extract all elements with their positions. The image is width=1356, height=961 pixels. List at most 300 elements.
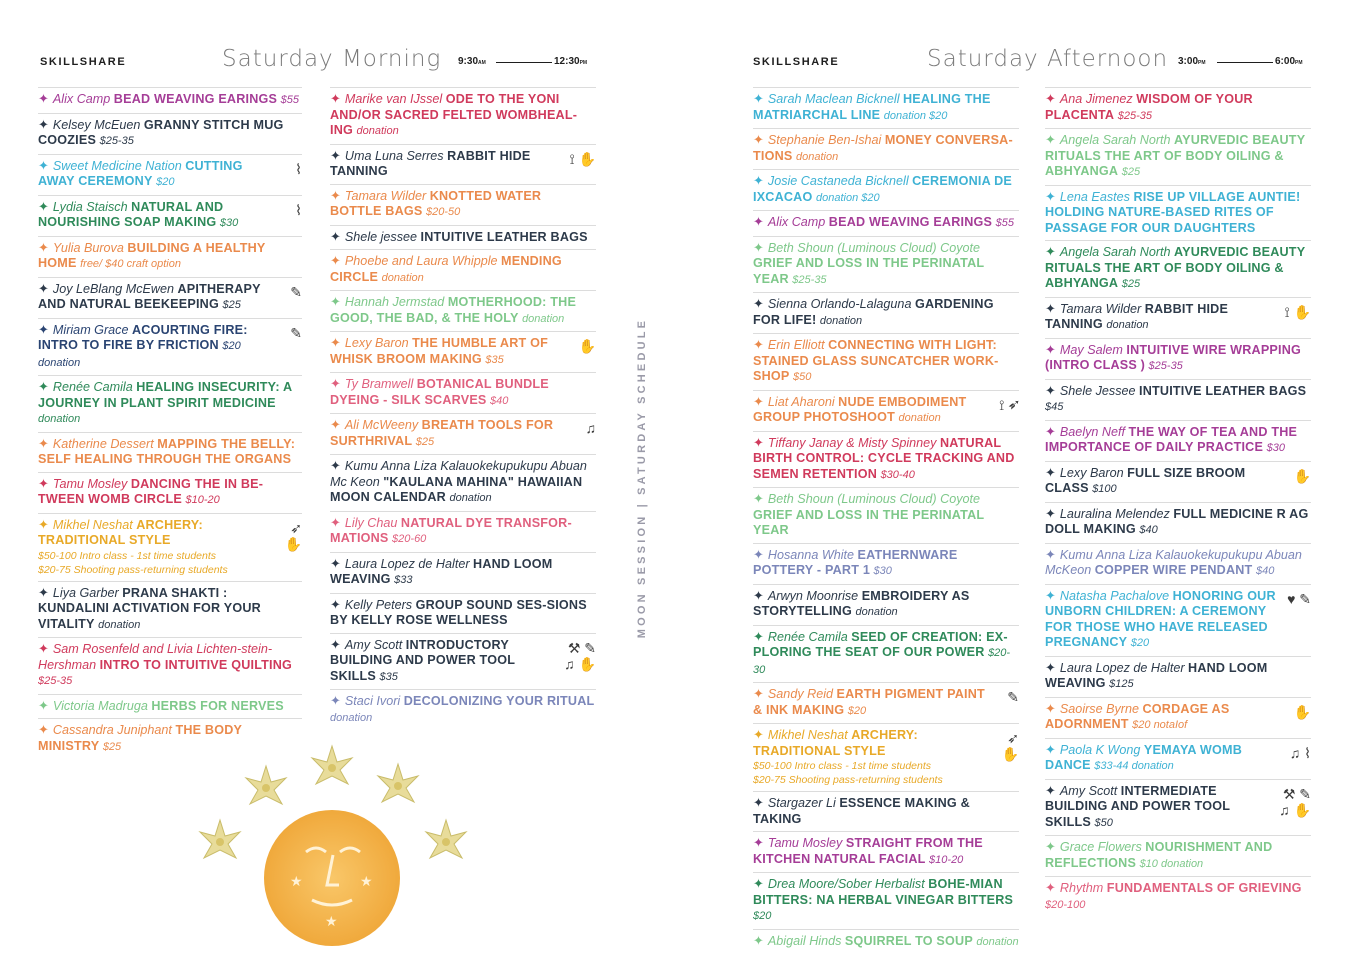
facilitator-name: Grace Flowers bbox=[1059, 840, 1142, 854]
session-text bbox=[753, 337, 1019, 386]
session-entry bbox=[753, 584, 1019, 625]
star-bullet-icon: ✦ bbox=[38, 91, 49, 106]
star-bullet-icon: ✦ bbox=[1045, 741, 1056, 757]
session-title: RABBIT HIDE TANNING bbox=[330, 148, 531, 178]
hand-icon: ✋ bbox=[578, 338, 596, 354]
star-bullet-icon: ✦ bbox=[1045, 91, 1056, 106]
session-entry bbox=[753, 333, 1019, 390]
session-price: $10 donation bbox=[1139, 857, 1204, 870]
session-price: $50 bbox=[1094, 816, 1113, 829]
session-text bbox=[1045, 342, 1311, 375]
session-entry bbox=[330, 593, 596, 633]
session-entry bbox=[38, 277, 302, 318]
star-bullet-icon: ✦ bbox=[38, 116, 49, 132]
session-title: FUNDAMENTALS OF GRIEVING bbox=[1106, 881, 1302, 895]
schedule-column-3 bbox=[753, 87, 1019, 954]
facilitator-name: Sienna Orlando-Lalaguna bbox=[767, 297, 912, 311]
session-price: $25-35 bbox=[38, 675, 73, 687]
session-entry bbox=[330, 454, 596, 511]
session-text bbox=[753, 132, 1019, 165]
session-title: MENDING CIRCLE bbox=[330, 254, 562, 284]
star-bullet-icon: ✦ bbox=[753, 727, 764, 742]
star-bullet-icon: ✦ bbox=[753, 214, 764, 229]
wave-icon: ⌇ bbox=[295, 201, 302, 218]
music-icon: ♫ ⌇ bbox=[1289, 744, 1311, 761]
session-price: $25-35 bbox=[1148, 360, 1183, 372]
star-bullet-icon: ✦ bbox=[753, 835, 764, 850]
session-price: $20 bbox=[847, 704, 867, 717]
session-title: KNOTTED WATER BOTTLE BAGS bbox=[330, 188, 542, 218]
star-bullet-icon: ✦ bbox=[753, 296, 764, 311]
star-bullet-icon: ✦ bbox=[38, 697, 49, 713]
session-price: donation bbox=[38, 413, 81, 425]
session-text bbox=[753, 91, 1019, 124]
session-title: YEMAYA WOMB DANCE bbox=[1045, 742, 1242, 772]
facilitator-name: Tiffany Janay & Misty Spinney bbox=[767, 435, 937, 450]
session-text bbox=[1045, 506, 1311, 539]
session-entry bbox=[1045, 779, 1311, 836]
session-title: HEALING THE MATRIARCHAL LINE bbox=[753, 92, 991, 122]
session-entry bbox=[1045, 240, 1311, 297]
session-entry bbox=[1045, 379, 1311, 420]
feather-icon: ✎ bbox=[290, 283, 302, 300]
session-entry bbox=[330, 184, 596, 225]
flower-icon bbox=[312, 746, 352, 784]
star-bullet-icon: ✦ bbox=[1045, 341, 1056, 357]
session-text bbox=[753, 795, 1019, 827]
facilitator-name: Amy Scott bbox=[344, 637, 403, 652]
svg-text:★: ★ bbox=[290, 874, 303, 890]
session-title: BOHE-MIAN BITTERS: NA HERBAL VINEGAR BITTERS bbox=[753, 877, 1014, 907]
right-page-title: Saturday Afternoon bbox=[927, 46, 1169, 72]
facilitator-name: Lexy Baron bbox=[344, 336, 409, 350]
facilitator-name: Tamu Mosley bbox=[52, 476, 128, 491]
star-bullet-icon: ✦ bbox=[1045, 546, 1056, 562]
session-price: donation $20 bbox=[883, 109, 948, 122]
session-text bbox=[330, 253, 596, 286]
schedule-column-2 bbox=[330, 87, 596, 730]
session-entry bbox=[38, 236, 302, 277]
left-header bbox=[40, 46, 596, 76]
star-bullet-icon: ✦ bbox=[330, 294, 341, 309]
star-bullet-icon: ✦ bbox=[38, 321, 49, 337]
facilitator-name: Miriam Grace bbox=[52, 322, 129, 337]
star-bullet-icon: ✦ bbox=[330, 596, 341, 612]
session-text bbox=[753, 686, 985, 719]
session-title: "KAULANA MAHINA" HAWAIIAN MOON CALENDAR bbox=[330, 474, 583, 504]
facilitator-name: Laura Lopez de Halter bbox=[1059, 660, 1185, 675]
session-price: donation bbox=[1106, 319, 1149, 331]
session-text bbox=[753, 240, 1019, 289]
session-text bbox=[38, 322, 268, 372]
star-bullet-icon: ✦ bbox=[330, 636, 341, 652]
session-title: ARCHERY: TRADITIONAL STYLE bbox=[753, 728, 918, 758]
star-bullet-icon: ✦ bbox=[38, 435, 49, 451]
session-text bbox=[1045, 839, 1311, 872]
session-price: donation bbox=[898, 412, 941, 424]
archery-icon: ➶ ✋ bbox=[284, 519, 302, 552]
session-title: RISE UP VILLAGE AUNTIE! HOLDING NATURE-BASED RITES OF PASSAGE FOR OUR DAUGHTERS bbox=[1045, 189, 1301, 235]
session-entry bbox=[753, 292, 1019, 333]
facilitator-name: Ana Jimenez bbox=[1059, 92, 1133, 106]
left-brand: SKILLSHARE bbox=[40, 56, 127, 68]
session-price: $10-20 bbox=[185, 494, 220, 506]
tools-icon: ⚒ ✎ ♫ ✋ bbox=[1279, 785, 1311, 818]
session-title: HERBS FOR NERVES bbox=[151, 698, 284, 713]
star-bullet-icon: ✦ bbox=[1045, 505, 1056, 521]
facilitator-name: Hannah Jermstad bbox=[344, 295, 445, 309]
session-entry bbox=[1045, 420, 1311, 461]
session-title: INTUITIVE LEATHER BAGS bbox=[1139, 383, 1307, 398]
session-price: $33 bbox=[394, 574, 413, 586]
facilitator-name: Yulia Burova bbox=[52, 240, 124, 255]
session-text bbox=[753, 491, 1019, 539]
star-bullet-icon: ✦ bbox=[753, 795, 764, 810]
star-bullet-icon: ✦ bbox=[753, 932, 764, 948]
facilitator-name: Abigail Hinds bbox=[767, 933, 842, 948]
session-text bbox=[330, 188, 596, 221]
facilitator-name: Joy LeBlang McEwen bbox=[52, 281, 175, 296]
session-text bbox=[38, 641, 302, 690]
hand-icon: ✋ bbox=[1293, 703, 1311, 720]
session-entry bbox=[38, 694, 302, 719]
session-entry bbox=[330, 413, 596, 454]
star-bullet-icon: ✦ bbox=[753, 393, 764, 409]
facilitator-name: Kumu Anna Liza Kalauokekupukupu Abuan McKeon bbox=[1045, 547, 1302, 577]
session-price: $20 bbox=[1130, 637, 1150, 649]
session-entry bbox=[330, 511, 596, 552]
star-bullet-icon: ✦ bbox=[38, 641, 49, 656]
session-title: HAND LOOM WEAVING bbox=[330, 556, 553, 586]
session-entry bbox=[330, 633, 596, 690]
session-text bbox=[753, 629, 1019, 679]
session-text bbox=[1045, 465, 1277, 498]
session-text bbox=[753, 435, 1019, 484]
session-price: donation bbox=[795, 150, 839, 163]
wave-icon: ⌇ bbox=[295, 160, 302, 177]
session-title: THE WAY OF TEA AND THE IMPORTANCE OF DAILY PRACTICE bbox=[1045, 424, 1298, 454]
star-bullet-icon: ✦ bbox=[1045, 659, 1056, 675]
session-price: donation bbox=[819, 314, 863, 327]
session-text bbox=[753, 296, 1019, 329]
flower-icon bbox=[200, 820, 240, 858]
session-text bbox=[753, 547, 1019, 580]
facilitator-name: Baelyn Neff bbox=[1059, 424, 1126, 439]
vertical-session-label: MOON SESSION | SATURDAY SCHEDULE bbox=[636, 317, 648, 639]
session-title: CONNECTING WITH LIGHT: STAINED GLASS SUNCATCHER WORK-SHOP bbox=[753, 338, 999, 383]
facilitator-name: Renée Camila bbox=[52, 380, 133, 394]
facilitator-name: Saoirse Byrne bbox=[1059, 701, 1140, 716]
session-title: ACOURTING FIRE: INTRO TO FIRE BY FRICTION bbox=[38, 322, 248, 352]
star-bullet-icon: ✦ bbox=[330, 335, 341, 350]
session-text bbox=[38, 585, 302, 634]
left-page-title: Saturday Morning bbox=[222, 46, 442, 72]
session-price: $25 bbox=[415, 435, 435, 448]
session-text bbox=[330, 637, 562, 686]
session-price: $35 bbox=[485, 353, 504, 366]
session-price: $125 bbox=[1109, 678, 1134, 690]
session-price: $30 bbox=[219, 217, 239, 229]
session-title: BEAD WEAVING EARINGS bbox=[113, 92, 278, 106]
session-text bbox=[330, 91, 596, 140]
session-title: BREATH TOOLS FOR SURTHRIVAL bbox=[330, 418, 554, 448]
star-bullet-icon: ✦ bbox=[753, 628, 764, 644]
star-bullet-icon: ✦ bbox=[330, 147, 341, 163]
facilitator-name: Kumu Anna Liza Kalauokekupukupu Abuan Mc Keon bbox=[330, 459, 587, 489]
star-bullet-icon: ✦ bbox=[330, 514, 341, 530]
session-title: INTRO TO INTUITIVE QUILTING bbox=[99, 657, 293, 672]
session-title: ARCHERY: TRADITIONAL STYLE bbox=[38, 517, 203, 547]
session-text bbox=[38, 91, 302, 109]
facilitator-name: Angela Sarah North bbox=[1059, 245, 1171, 259]
facilitator-name: Tamara Wilder bbox=[344, 188, 427, 203]
session-title: HONORING OUR UNBORN CHILDREN: A CEREMONY FOR THOSE WHO HAVE RELEASED PREGNANCY bbox=[1045, 588, 1276, 649]
session-title: MOTHERHOOD: THE GOOD, THE BAD, & THE HOLY bbox=[330, 295, 577, 325]
session-title: NATURAL BIRTH CONTROL: CYCLE TRACKING AND SEMEN RETENTION bbox=[753, 435, 1015, 481]
session-text bbox=[753, 727, 985, 787]
star-bullet-icon: ✦ bbox=[753, 434, 764, 450]
session-price: $25-35 bbox=[99, 135, 134, 147]
session-entry bbox=[1045, 87, 1311, 128]
session-entry bbox=[330, 689, 596, 730]
svg-text:★: ★ bbox=[325, 914, 338, 930]
session-title: AYURVEDIC BEAUTY RITUALS THE ART OF BODY OILING & ABHYANGA bbox=[1045, 245, 1306, 290]
session-title: GROUP SOUND SES-SIONS BY KELLY ROSE WELLNESS bbox=[330, 597, 587, 627]
facilitator-name: Sam Rosenfeld and Livia Lichten-stein-Hershman bbox=[38, 642, 273, 672]
session-title: ODE TO THE YONI AND/OR SACRED FELTED WOMBHEAL-ING bbox=[330, 92, 578, 137]
tools-icon: ⚒ ✎ ♫ ✋ bbox=[564, 639, 596, 672]
session-title: INTUITIVE LEATHER BAGS bbox=[420, 229, 588, 244]
session-entry bbox=[330, 225, 596, 250]
music-icon: ♫ bbox=[585, 420, 596, 436]
price-note: $20-75 Shooting pass-returning students bbox=[753, 774, 943, 786]
session-entry bbox=[38, 637, 302, 694]
session-entry bbox=[753, 87, 1019, 128]
star-bullet-icon: ✦ bbox=[38, 475, 49, 491]
session-entry bbox=[330, 331, 596, 372]
heart-hands-icon: ♥ ✎ bbox=[1287, 590, 1311, 607]
session-title: NOURISHMENT AND REFLECTIONS bbox=[1045, 840, 1273, 870]
tanning-icon: ⟟ ✋ bbox=[569, 150, 596, 167]
session-title: WISDOM OF YOUR PLACENTA bbox=[1045, 92, 1253, 122]
star-bullet-icon: ✦ bbox=[38, 516, 49, 532]
facilitator-name: Beth Shoun (Luminous Cloud) Coyote bbox=[767, 492, 981, 506]
flower-icon bbox=[426, 820, 466, 858]
session-title: SEED OF CREATION: EX-PLORING THE SEAT OF OUR POWER bbox=[753, 629, 1008, 659]
session-price: $25-35 bbox=[792, 273, 827, 286]
session-text bbox=[753, 933, 1019, 951]
facilitator-name: Erin Elliott bbox=[767, 338, 825, 352]
session-entry bbox=[1045, 502, 1311, 543]
star-bullet-icon: ✦ bbox=[1045, 782, 1056, 798]
facilitator-name: Alix Camp bbox=[767, 215, 826, 229]
session-title: INTERMEDIATE BUILDING AND POWER TOOL SKILLS bbox=[1045, 783, 1230, 829]
session-price: $40 bbox=[1139, 524, 1158, 536]
session-title: DANCING THE IN BE-TWEEN WOMB CIRCLE bbox=[38, 476, 264, 506]
left-time-line bbox=[496, 62, 552, 63]
session-entry bbox=[1045, 128, 1311, 185]
session-title: GRANNY STITCH MUG COOZIES bbox=[38, 117, 284, 147]
facilitator-name: Victoria Madruga bbox=[52, 698, 148, 713]
session-price: $40 bbox=[1255, 565, 1275, 577]
facilitator-name: Angela Sarah North bbox=[1059, 133, 1171, 147]
session-entry bbox=[1045, 876, 1311, 917]
star-bullet-icon: ✦ bbox=[330, 187, 341, 203]
star-bullet-icon: ✦ bbox=[753, 546, 764, 562]
left-start-time: 9:30AM bbox=[458, 56, 486, 67]
session-title: ESSENCE MAKING & TAKING bbox=[753, 796, 970, 826]
hand-icon: ✋ bbox=[1293, 467, 1311, 484]
session-price: $40 bbox=[490, 394, 509, 407]
facilitator-name: Amy Scott bbox=[1059, 783, 1118, 798]
facilitator-name: Marike van IJssel bbox=[344, 92, 443, 106]
facilitator-name: Hosanna White bbox=[767, 547, 855, 562]
schedule-column-4 bbox=[1045, 87, 1311, 917]
svg-text:★: ★ bbox=[360, 874, 373, 890]
session-text bbox=[38, 436, 302, 468]
right-header bbox=[753, 46, 1309, 76]
star-bullet-icon: ✦ bbox=[753, 173, 764, 188]
session-price: $25 bbox=[222, 299, 241, 311]
session-text bbox=[1045, 244, 1311, 293]
star-bullet-icon: ✦ bbox=[1045, 188, 1056, 204]
session-title: AYURVEDIC BEAUTY RITUALS THE ART OF BODY OILING & ABHYANGA bbox=[1045, 133, 1306, 178]
session-entry bbox=[753, 831, 1019, 872]
feather-icon: ✎ bbox=[290, 324, 302, 341]
session-price: $20-60 bbox=[392, 533, 427, 545]
session-title: HAND LOOM WEAVING bbox=[1045, 660, 1268, 690]
star-bullet-icon: ✦ bbox=[38, 722, 49, 737]
session-price: $30-40 bbox=[880, 468, 915, 481]
session-entry bbox=[38, 318, 302, 376]
facilitator-name: Liya Garber bbox=[52, 585, 119, 600]
session-entry bbox=[753, 431, 1019, 488]
session-text bbox=[1045, 132, 1311, 181]
session-entry bbox=[330, 144, 596, 184]
star-bullet-icon: ✦ bbox=[1045, 587, 1056, 603]
session-entry bbox=[1045, 338, 1311, 379]
tanning-icon: ⟟ ✋ bbox=[1284, 303, 1311, 320]
session-entry bbox=[753, 929, 1019, 955]
facilitator-name: Sweet Medicine Nation bbox=[52, 158, 182, 173]
session-title: NATURAL AND NOURISHING SOAP MAKING bbox=[38, 199, 224, 229]
session-entry bbox=[753, 487, 1019, 543]
left-end-time: 12:30PM bbox=[554, 56, 588, 67]
session-title: MONEY CONVERSA-TIONS bbox=[753, 133, 1013, 163]
facilitator-name: Staci Ivori bbox=[344, 694, 401, 708]
session-entry bbox=[1045, 543, 1311, 584]
session-title: FULL MEDICINE R AG DOLL MAKING bbox=[1045, 506, 1309, 536]
star-bullet-icon: ✦ bbox=[1045, 880, 1056, 895]
session-price: $20-100 bbox=[1045, 898, 1086, 911]
session-text bbox=[1045, 301, 1277, 334]
session-entry bbox=[753, 390, 1019, 431]
session-entry bbox=[753, 169, 1019, 210]
session-price: $25-35 bbox=[1117, 109, 1152, 122]
facilitator-name: Drea Moore/Sober Herbalist bbox=[767, 877, 925, 891]
facilitator-name: Uma Luna Serres bbox=[344, 148, 444, 163]
star-bullet-icon: ✦ bbox=[1045, 132, 1056, 147]
session-title: FULL SIZE BROOM CLASS bbox=[1045, 465, 1246, 495]
session-title: STRAIGHT FROM THE KITCHEN NATURAL FACIAL bbox=[753, 836, 983, 866]
session-title: BOTANICAL BUNDLE DYEING - SILK SCARVES bbox=[330, 377, 549, 407]
session-text bbox=[38, 199, 268, 232]
session-entry bbox=[753, 625, 1019, 683]
facilitator-name: May Salem bbox=[1059, 342, 1123, 357]
session-price: $25 bbox=[102, 740, 122, 753]
session-text bbox=[330, 335, 562, 368]
session-text bbox=[330, 515, 596, 548]
session-title: HEALING INSECURITY: A JOURNEY IN PLANT SPIRIT MEDICINE bbox=[38, 380, 292, 410]
facilitator-name: Arwyn Moonrise bbox=[767, 588, 859, 603]
session-price: donation bbox=[381, 271, 424, 284]
price-note: $20-75 Shooting pass-returning students bbox=[38, 563, 228, 576]
session-entry bbox=[38, 581, 302, 638]
session-title: BUILDING A HEALTHY HOME bbox=[38, 240, 266, 270]
facilitator-name: Lily Chau bbox=[344, 515, 398, 530]
session-entry bbox=[330, 372, 596, 413]
facilitator-name: Rhythm bbox=[1059, 881, 1104, 895]
session-text bbox=[753, 173, 1019, 206]
star-bullet-icon: ✦ bbox=[330, 458, 341, 473]
session-entry bbox=[753, 682, 1019, 723]
star-bullet-icon: ✦ bbox=[38, 379, 49, 394]
facilitator-name: Alix Camp bbox=[52, 92, 111, 106]
session-text bbox=[38, 158, 268, 191]
session-text bbox=[38, 117, 302, 150]
session-price: $35 bbox=[379, 670, 398, 683]
session-price: $20 notaIof bbox=[1132, 719, 1188, 731]
session-text bbox=[1045, 783, 1277, 832]
facilitator-name: Lydia Staisch bbox=[52, 199, 128, 214]
session-price: $20-30 bbox=[753, 647, 1011, 676]
session-entry bbox=[38, 375, 302, 432]
session-price: donation bbox=[976, 935, 1019, 948]
facilitator-name: Kelly Peters bbox=[344, 597, 413, 612]
session-text bbox=[753, 214, 1019, 232]
facilitator-name: Ali McWeeny bbox=[344, 418, 419, 432]
session-entry bbox=[1045, 656, 1311, 697]
session-text bbox=[330, 148, 562, 180]
session-title: APITHERAPY AND NATURAL BEEKEEPING bbox=[38, 281, 261, 311]
session-text bbox=[38, 476, 302, 509]
star-bullet-icon: ✦ bbox=[753, 337, 764, 352]
session-entry bbox=[330, 290, 596, 331]
session-text bbox=[1045, 742, 1277, 775]
session-title: EATHERNWARE POTTERY - PART 1 bbox=[753, 547, 958, 577]
facilitator-name: Lena Eastes bbox=[1059, 189, 1130, 204]
star-bullet-icon: ✦ bbox=[1045, 300, 1056, 316]
session-price: $33-44 donation bbox=[1094, 760, 1174, 772]
star-bullet-icon: ✦ bbox=[1045, 700, 1056, 716]
star-bullet-icon: ✦ bbox=[753, 587, 764, 603]
session-title: CUTTING AWAY CEREMONY bbox=[38, 158, 243, 188]
session-entry bbox=[1045, 835, 1311, 876]
facilitator-name: Mikhel Neshat bbox=[767, 728, 848, 742]
star-bullet-icon: ✦ bbox=[330, 417, 341, 432]
session-price: donation bbox=[98, 618, 141, 631]
star-bullet-icon: ✦ bbox=[753, 239, 764, 255]
session-price: $25 bbox=[1121, 278, 1141, 290]
session-entry bbox=[1045, 584, 1311, 656]
flower-icon bbox=[246, 766, 286, 804]
right-time-line bbox=[1217, 62, 1273, 63]
right-start-time: 3:00PM bbox=[1178, 56, 1206, 67]
session-price: $50 bbox=[793, 371, 812, 383]
session-text bbox=[38, 240, 302, 273]
session-title: CEREMONIA DE IXCACAO bbox=[753, 174, 1013, 204]
star-bullet-icon: ✦ bbox=[38, 239, 49, 255]
